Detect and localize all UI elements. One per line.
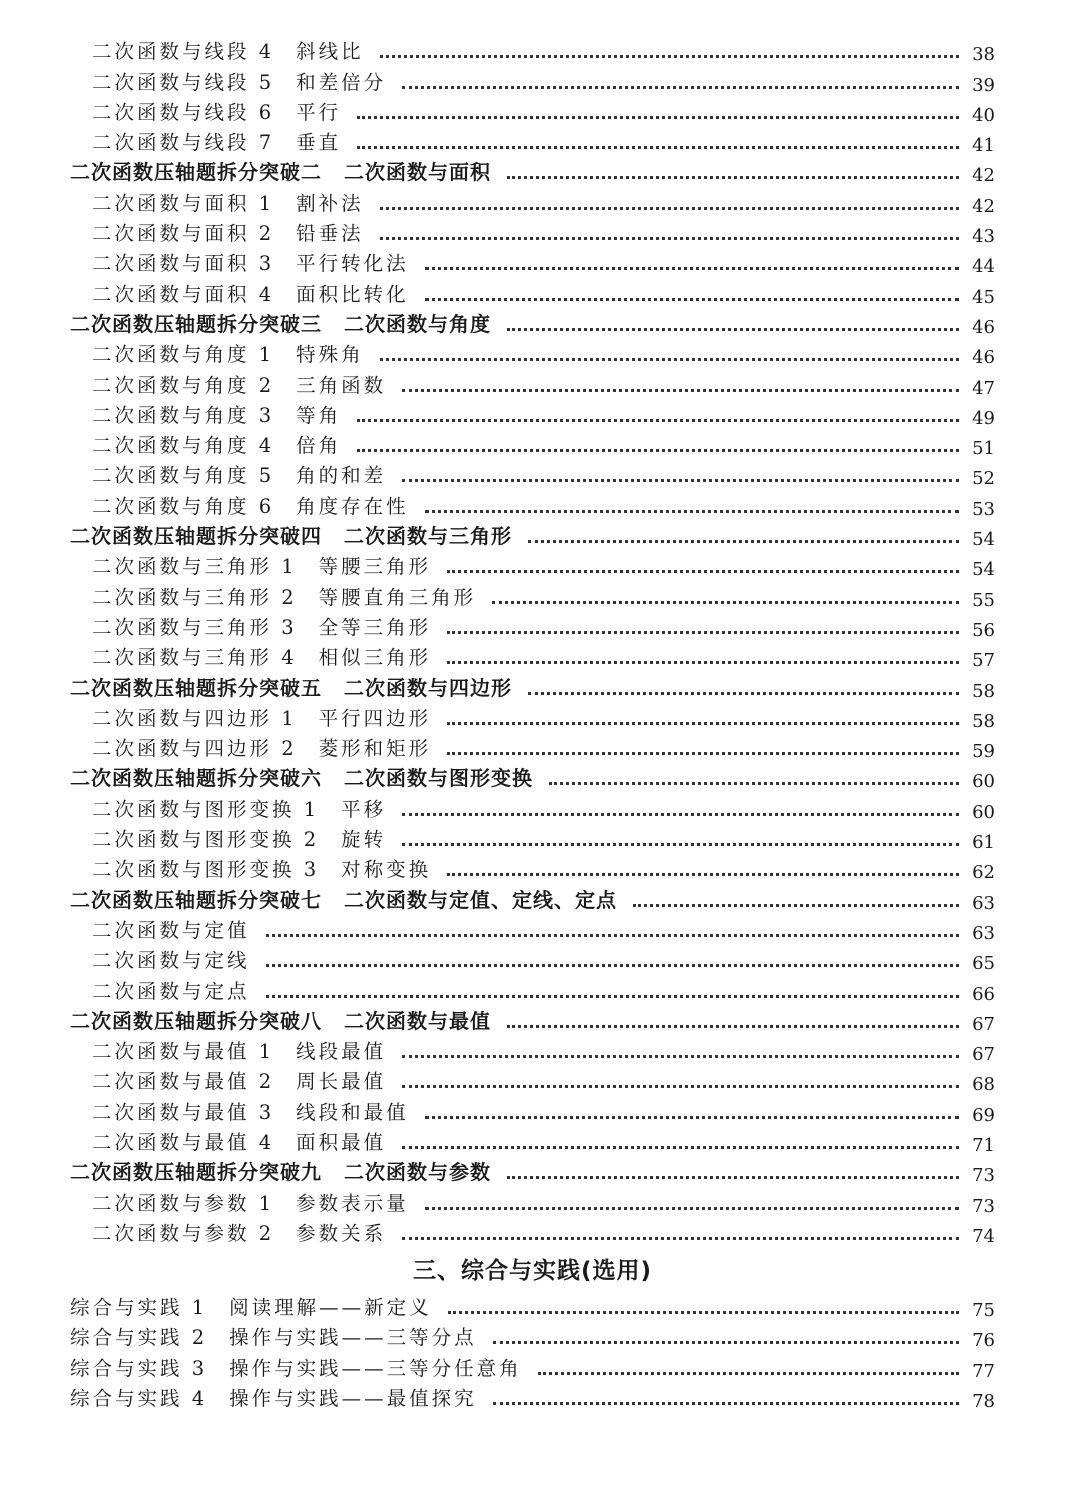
entry-subtitle: 角度存在性: [296, 494, 409, 518]
page-number: 43: [972, 226, 995, 248]
toc-entry[interactable]: [70, 1125, 995, 1155]
page-number: 60: [972, 801, 995, 823]
entry-title: 二次函数与图形变换 1: [92, 797, 320, 821]
dot-leader: [528, 540, 959, 543]
toc-entry[interactable]: [70, 670, 995, 700]
toc-entry[interactable]: [70, 852, 995, 882]
dot-leader: [448, 1311, 959, 1314]
toc-entry[interactable]: [70, 276, 995, 306]
page-number: 59: [972, 741, 995, 763]
entry-subtitle: 和差倍分: [296, 70, 387, 94]
section-heading-row: [70, 1248, 995, 1290]
toc-entry[interactable]: [70, 458, 995, 488]
dot-leader: [266, 964, 959, 967]
dot-leader: [380, 207, 959, 210]
entry-subtitle: 参数表示量: [296, 1191, 409, 1215]
entry-title: 二次函数与三角形 1: [92, 555, 297, 579]
entry-title-group: [70, 762, 533, 791]
entry-title: 二次函数与面积 1: [92, 191, 275, 215]
entry-title-group: [92, 339, 364, 367]
entry-subtitle: 线段最值: [296, 1040, 387, 1064]
entry-title-group: [70, 1292, 432, 1320]
entry-title: 二次函数与最值 4: [92, 1130, 275, 1154]
entry-subtitle: 平行转化法: [296, 252, 409, 276]
page-number: 42: [972, 165, 995, 187]
entry-title: 二次函数与角度 1: [92, 343, 275, 367]
entry-title-group: [92, 733, 431, 761]
dot-leader: [402, 813, 959, 816]
dot-leader: [538, 1372, 959, 1375]
entry-subtitle: 操作与实践——最值探究: [229, 1387, 477, 1411]
page-number: 71: [972, 1134, 995, 1156]
page-number: 63: [972, 892, 995, 914]
entry-title-group: [92, 1097, 409, 1125]
entry-title-group: [70, 1322, 477, 1350]
toc-entry[interactable]: [70, 973, 995, 1003]
dot-leader: [507, 328, 959, 331]
page-number: 75: [972, 1300, 995, 1322]
page-number: 73: [972, 1165, 995, 1187]
entry-title: 二次函数与参数 1: [92, 1191, 275, 1215]
toc-entry[interactable]: [70, 125, 995, 155]
entry-title-group: [92, 218, 364, 246]
page-number: 47: [972, 377, 995, 399]
toc-entry[interactable]: [70, 95, 995, 125]
page-number: 40: [972, 104, 995, 126]
entry-title-group: [92, 1188, 409, 1216]
entry-title-group: [70, 1353, 522, 1381]
toc-entry[interactable]: [70, 1290, 995, 1320]
page-number: 78: [972, 1391, 995, 1413]
entry-title: 二次函数与图形变换 2: [92, 828, 320, 852]
entry-title: 二次函数压轴题拆分突破六: [70, 766, 322, 791]
page-number: 63: [972, 922, 995, 944]
toc-entry[interactable]: [70, 307, 995, 337]
entry-title-group: [92, 1127, 386, 1155]
entry-title: 二次函数与最值 2: [92, 1070, 275, 1094]
entry-subtitle: 参数关系: [296, 1221, 387, 1245]
entry-title: 二次函数与三角形 2: [92, 585, 297, 609]
page-number: 45: [972, 286, 995, 308]
entry-title: 二次函数与最值 1: [92, 1040, 275, 1064]
toc-entry[interactable]: [70, 185, 995, 215]
entry-title: 综合与实践 4: [70, 1387, 208, 1411]
page-number: 60: [972, 771, 995, 793]
dot-leader: [528, 692, 959, 695]
entry-title-group: [92, 794, 386, 822]
page-number: 77: [972, 1360, 995, 1382]
entry-title-group: [92, 460, 386, 488]
dot-leader: [402, 843, 959, 846]
entry-subtitle: 二次函数与参数: [344, 1160, 491, 1185]
entry-subtitle: 铅垂法: [296, 222, 364, 246]
dot-leader: [402, 1055, 959, 1058]
entry-subtitle: 二次函数与面积: [344, 160, 491, 185]
page-number: 67: [972, 1044, 995, 1066]
page-number: 58: [972, 680, 995, 702]
entry-title-group: [92, 642, 431, 670]
entry-subtitle: 平行: [296, 100, 342, 124]
entry-title: 二次函数与三角形 3: [92, 615, 297, 639]
toc-entry[interactable]: [70, 1350, 995, 1380]
entry-title-group: [92, 551, 431, 579]
dot-leader: [447, 722, 959, 725]
entry-title-group: [70, 1005, 491, 1034]
entry-subtitle: 相似三角形: [318, 646, 432, 670]
entry-title: 二次函数与面积 2: [92, 222, 275, 246]
entry-title: 二次函数压轴题拆分突破三: [70, 311, 322, 336]
entry-subtitle: 线段和最值: [296, 1100, 409, 1124]
entry-title-group: [70, 1156, 491, 1185]
page-number: 53: [972, 498, 995, 520]
entry-title: 二次函数与最值 3: [92, 1100, 275, 1124]
entry-subtitle: 菱形和矩形: [318, 737, 432, 761]
entry-title-group: [92, 1036, 386, 1064]
dot-leader: [447, 661, 959, 664]
entry-subtitle: 倍角: [296, 434, 342, 458]
entry-title: 二次函数与三角形 4: [92, 646, 297, 670]
toc-entry[interactable]: [70, 64, 995, 94]
entry-title: 二次函数与定值: [92, 918, 250, 942]
entry-title-group: [70, 156, 491, 185]
dot-leader: [425, 298, 959, 301]
page-number: 54: [972, 559, 995, 581]
page-number: 49: [972, 407, 995, 429]
entry-title-group: [70, 672, 512, 701]
dot-leader: [357, 419, 959, 422]
toc-entry[interactable]: [70, 488, 995, 518]
dot-leader: [507, 1025, 959, 1028]
toc-entry[interactable]: [70, 367, 995, 397]
entry-subtitle: 二次函数与最值: [344, 1008, 491, 1033]
dot-leader: [380, 55, 959, 58]
entry-title: 二次函数压轴题拆分突破二: [70, 160, 322, 185]
entry-title: 二次函数与线段 7: [92, 131, 275, 155]
page-number: 61: [972, 832, 995, 854]
page-number: 52: [972, 468, 995, 490]
entry-title-group: [92, 188, 364, 216]
entry-title: 二次函数与角度 6: [92, 494, 275, 518]
page-number: 44: [972, 256, 995, 278]
page-number: 56: [972, 619, 995, 641]
toc-entry[interactable]: [70, 1381, 995, 1411]
dot-leader: [549, 782, 959, 785]
entry-subtitle: 斜线比: [296, 40, 364, 64]
toc-entry[interactable]: [70, 1034, 995, 1064]
entry-subtitle: 对称变换: [341, 858, 432, 882]
entry-title-group: [92, 279, 409, 307]
dot-leader: [425, 267, 959, 270]
page-number: 39: [972, 74, 995, 96]
toc-list-functions: [70, 34, 995, 1246]
page-number: 55: [972, 589, 995, 611]
entry-subtitle: 垂直: [296, 131, 342, 155]
dot-leader: [402, 1085, 959, 1088]
entry-title: 二次函数与四边形 2: [92, 737, 297, 761]
entry-title: 综合与实践 3: [70, 1356, 208, 1380]
entry-subtitle: 阅读理解——新定义: [229, 1296, 432, 1320]
page-number: 41: [972, 135, 995, 157]
page-number: 38: [972, 44, 995, 66]
entry-title-group: [70, 884, 617, 913]
entry-title: 二次函数压轴题拆分突破八: [70, 1008, 322, 1033]
entry-title-group: [92, 1218, 386, 1246]
dot-leader: [357, 449, 959, 452]
entry-title: 二次函数压轴题拆分突破四: [70, 524, 322, 549]
entry-title: 二次函数与线段 5: [92, 70, 275, 94]
toc-entry[interactable]: [70, 549, 995, 579]
entry-subtitle: 二次函数与三角形: [344, 524, 512, 549]
page-number: 57: [972, 650, 995, 672]
toc-entry[interactable]: [70, 1004, 995, 1034]
section-heading: 三、综合与实践(选用): [412, 1258, 653, 1285]
toc-entry[interactable]: [70, 398, 995, 428]
toc-entry[interactable]: [70, 519, 995, 549]
dot-leader: [447, 631, 959, 634]
dot-leader: [266, 995, 959, 998]
entry-title-group: [70, 520, 512, 549]
toc-entry[interactable]: [70, 791, 995, 821]
entry-title: 二次函数与角度 3: [92, 403, 275, 427]
toc-entry[interactable]: [70, 913, 995, 943]
entry-title-group: [92, 854, 431, 882]
entry-subtitle: 等角: [296, 403, 342, 427]
dot-leader: [507, 1176, 959, 1179]
entry-title-group: [92, 491, 409, 519]
toc-entry[interactable]: [70, 246, 995, 276]
toc-entry[interactable]: [70, 1320, 995, 1350]
dot-leader: [402, 86, 959, 89]
dot-leader: [447, 570, 959, 573]
entry-title: 二次函数与角度 5: [92, 464, 275, 488]
entry-title: 二次函数压轴题拆分突破七: [70, 887, 322, 912]
entry-subtitle: 二次函数与定值、定线、定点: [344, 887, 617, 912]
toc-list-practice: [70, 1290, 995, 1411]
entry-title: 二次函数与面积 3: [92, 252, 275, 276]
entry-subtitle: 旋转: [341, 828, 387, 852]
entry-title: 综合与实践 1: [70, 1296, 208, 1320]
entry-title-group: [70, 308, 491, 337]
dot-leader: [493, 1341, 959, 1344]
page-number: 51: [972, 438, 995, 460]
dot-leader: [507, 176, 959, 179]
entry-title: 二次函数与线段 6: [92, 100, 275, 124]
page-number: 76: [972, 1330, 995, 1352]
toc-entry[interactable]: [70, 1155, 995, 1185]
entry-title-group: [92, 430, 341, 458]
entry-title-group: [92, 370, 386, 398]
dot-leader: [402, 1146, 959, 1149]
dot-leader: [492, 601, 959, 604]
toc-entry[interactable]: [70, 610, 995, 640]
toc-entry[interactable]: [70, 337, 995, 367]
entry-title-group: [92, 67, 386, 95]
entry-subtitle: 二次函数与四边形: [344, 675, 512, 700]
entry-subtitle: 三角函数: [296, 373, 387, 397]
entry-title: 二次函数压轴题拆分突破五: [70, 675, 322, 700]
entry-title: 二次函数与角度 4: [92, 434, 275, 458]
toc-entry[interactable]: [70, 701, 995, 731]
entry-title-group: [92, 1066, 386, 1094]
entry-subtitle: 二次函数与角度: [344, 311, 491, 336]
entry-title-group: [92, 945, 250, 973]
entry-title-group: [92, 824, 386, 852]
entry-subtitle: 周长最值: [296, 1070, 387, 1094]
page-number: 46: [972, 347, 995, 369]
entry-subtitle: 割补法: [296, 191, 364, 215]
toc-entry[interactable]: [70, 1216, 995, 1246]
page-number: 73: [972, 1195, 995, 1217]
entry-title: 二次函数与图形变换 3: [92, 858, 320, 882]
toc-entry[interactable]: [70, 822, 995, 852]
page-number: 74: [972, 1225, 995, 1247]
entry-subtitle: 等腰三角形: [318, 555, 432, 579]
toc-entry[interactable]: [70, 943, 995, 973]
entry-title-group: [92, 915, 250, 943]
dot-leader: [402, 1237, 959, 1240]
entry-subtitle: 角的和差: [296, 464, 387, 488]
dot-leader: [447, 752, 959, 755]
toc-entry[interactable]: [70, 1094, 995, 1124]
dot-leader: [425, 1207, 959, 1210]
entry-subtitle: 面积比转化: [296, 282, 409, 306]
entry-title: 二次函数与四边形 1: [92, 706, 297, 730]
page-number: 58: [972, 710, 995, 732]
entry-title: 综合与实践 2: [70, 1326, 208, 1350]
entry-subtitle: 平移: [341, 797, 387, 821]
entry-subtitle: 全等三角形: [318, 615, 432, 639]
toc-entry[interactable]: [70, 216, 995, 246]
entry-title-group: [92, 703, 431, 731]
entry-subtitle: 特殊角: [296, 343, 364, 367]
entry-title-group: [92, 400, 341, 428]
entry-subtitle: 二次函数与图形变换: [344, 766, 533, 791]
entry-title-group: [70, 1383, 477, 1411]
toc-entry[interactable]: [70, 1064, 995, 1094]
page-number: 54: [972, 529, 995, 551]
page-number: 67: [972, 1013, 995, 1035]
entry-subtitle: 等腰直角三角形: [318, 585, 477, 609]
entry-title-group: [92, 248, 409, 276]
entry-subtitle: 面积最值: [296, 1130, 387, 1154]
page-number: 46: [972, 316, 995, 338]
table-of-contents: [70, 34, 995, 1411]
entry-title: 二次函数与线段 4: [92, 40, 275, 64]
dot-leader: [633, 904, 959, 907]
dot-leader: [493, 1402, 959, 1405]
entry-title-group: [92, 127, 341, 155]
entry-title-group: [92, 97, 341, 125]
dot-leader: [402, 389, 959, 392]
entry-title: 二次函数与面积 4: [92, 282, 275, 306]
entry-title-group: [92, 612, 431, 640]
entry-title: 二次函数压轴题拆分突破九: [70, 1160, 322, 1185]
toc-entry[interactable]: [70, 882, 995, 912]
toc-entry[interactable]: [70, 34, 995, 64]
dot-leader: [402, 479, 959, 482]
entry-subtitle: 平行四边形: [318, 706, 432, 730]
page-number: 68: [972, 1074, 995, 1096]
toc-entry[interactable]: [70, 1185, 995, 1215]
entry-title: 二次函数与参数 2: [92, 1221, 275, 1245]
toc-entry[interactable]: [70, 761, 995, 791]
dot-leader: [447, 873, 959, 876]
toc-entry[interactable]: [70, 579, 995, 609]
dot-leader: [266, 934, 959, 937]
entry-title: 二次函数与角度 2: [92, 373, 275, 397]
entry-title-group: [92, 36, 364, 64]
entry-title-group: [92, 582, 476, 610]
entry-title-group: [92, 976, 250, 1004]
dot-leader: [380, 358, 959, 361]
toc-entry[interactable]: [70, 640, 995, 670]
dot-leader: [425, 510, 959, 513]
page-number: 42: [972, 195, 995, 217]
dot-leader: [425, 1116, 959, 1119]
toc-entry[interactable]: [70, 155, 995, 185]
page-number: 69: [972, 1104, 995, 1126]
dot-leader: [380, 237, 959, 240]
page-number: 66: [972, 983, 995, 1005]
toc-entry[interactable]: [70, 428, 995, 458]
toc-entry[interactable]: [70, 731, 995, 761]
dot-leader: [357, 146, 959, 149]
entry-subtitle: 操作与实践——三等分点: [229, 1326, 477, 1350]
dot-leader: [357, 116, 959, 119]
page-number: 65: [972, 953, 995, 975]
entry-subtitle: 操作与实践——三等分任意角: [229, 1356, 522, 1380]
page-number: 62: [972, 862, 995, 884]
entry-title: 二次函数与定线: [92, 949, 250, 973]
entry-title: 二次函数与定点: [92, 979, 250, 1003]
